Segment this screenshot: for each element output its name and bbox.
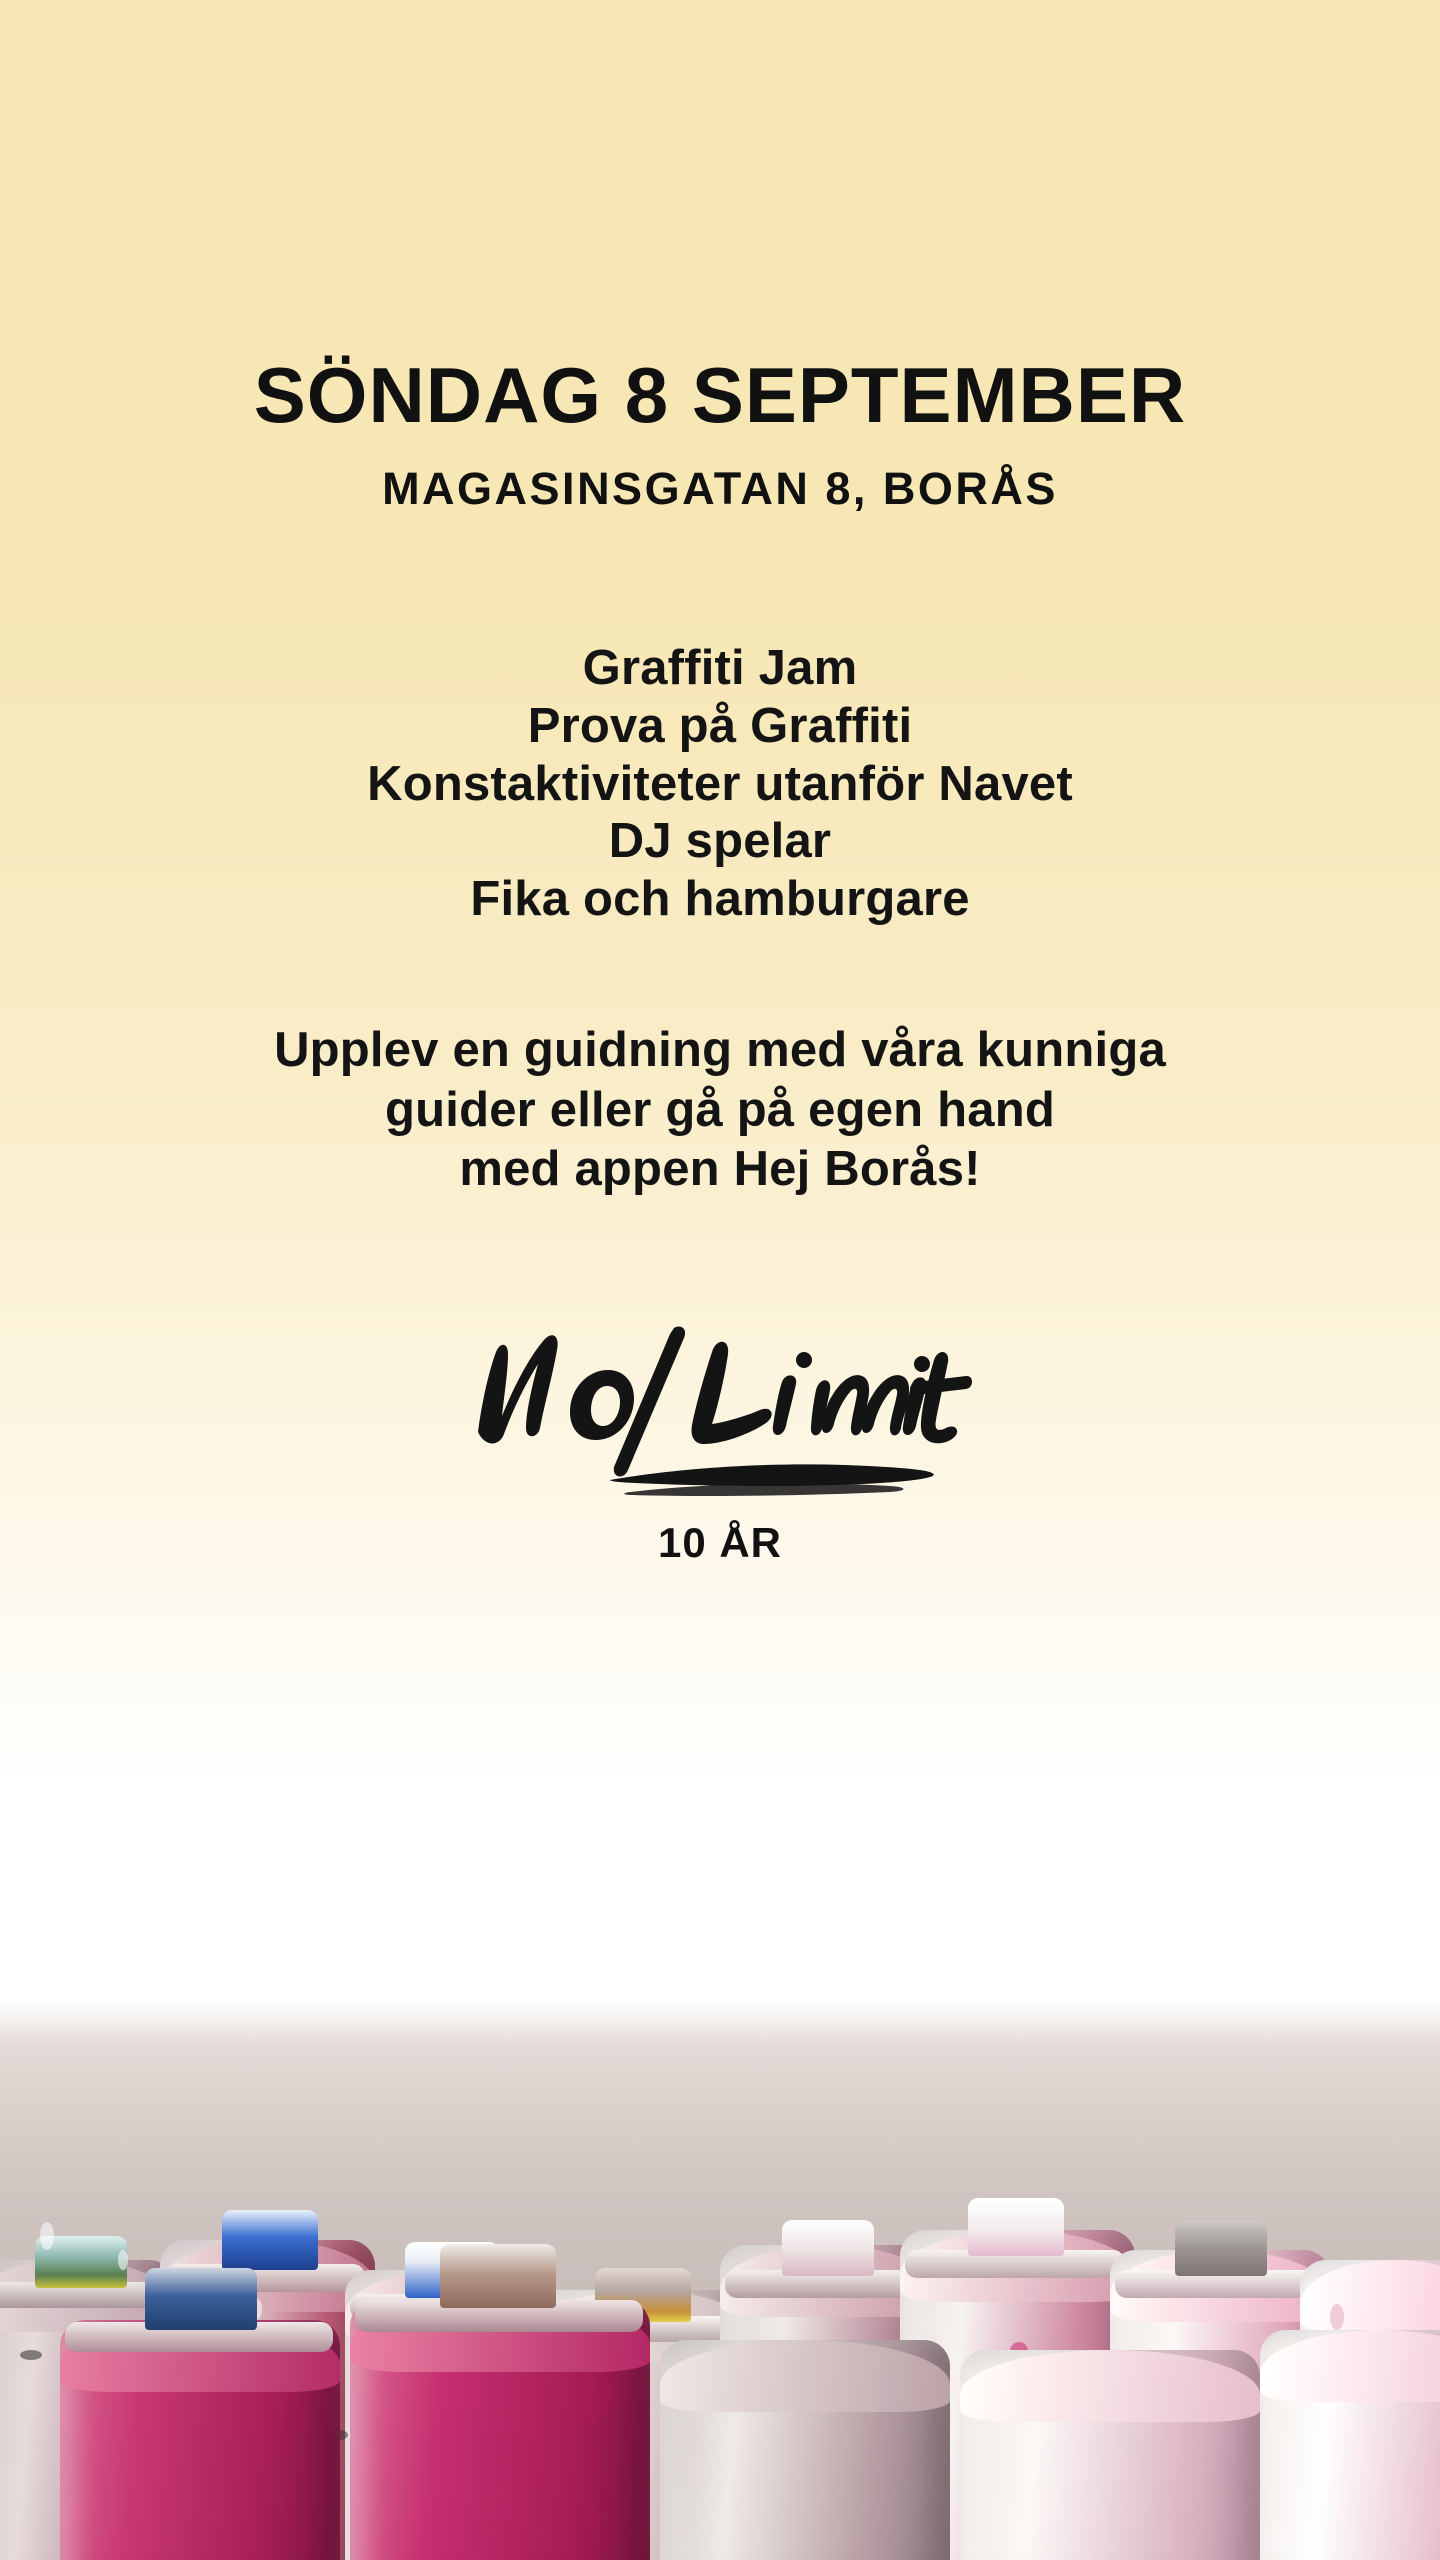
can-cap <box>782 2220 874 2276</box>
can-front-4 <box>960 2350 1260 2560</box>
paint-speck <box>40 2222 54 2250</box>
program-list <box>0 515 1440 929</box>
list-item: DJ spelar <box>608 814 832 869</box>
invite-line: med appen Hej Borås! <box>459 1142 981 1197</box>
list-item: Graffiti Jam <box>582 640 858 695</box>
can-cap <box>968 2198 1064 2256</box>
paint-speck <box>20 2350 42 2360</box>
anniversary-label: 10 ÅR <box>657 1519 783 1567</box>
page-title: SÖNDAG 8 SEPTEMBER <box>253 351 1187 439</box>
can-shoulder <box>960 2350 1260 2422</box>
photo-top-fade <box>0 2000 1440 2046</box>
no-limit-logo <box>0 1200 1440 1505</box>
can-shoulder <box>1260 2330 1440 2402</box>
invite-text <box>0 929 1440 1200</box>
can-shoulder <box>660 2340 950 2412</box>
list-item: Konstaktiviteter utanför Navet <box>367 756 1073 811</box>
can-cap <box>145 2268 257 2330</box>
can-shoulder <box>1300 2260 1440 2332</box>
invite-line: Upplev en guidning med våra kunniga <box>274 1022 1166 1077</box>
paint-speck <box>1330 2304 1344 2330</box>
poster-location: MAGASINSGATAN 8, BORÅS <box>382 462 1058 514</box>
no-limit-logo-icon <box>460 1320 980 1505</box>
can-front-2 <box>350 2300 650 2560</box>
can-front-5 <box>1260 2330 1440 2560</box>
can-cap <box>440 2244 556 2308</box>
paint-speck <box>118 2250 128 2270</box>
can-front-1 <box>60 2320 340 2560</box>
can-cap <box>1175 2220 1267 2276</box>
invite-line: guider eller gå på egen hand <box>385 1082 1055 1137</box>
list-item: Fika och hamburgare <box>470 872 970 927</box>
spray-cans-photo <box>0 2000 1440 2560</box>
can-front-3 <box>660 2340 950 2560</box>
list-item: Prova på Graffiti <box>527 698 913 753</box>
can-cap <box>222 2210 318 2270</box>
